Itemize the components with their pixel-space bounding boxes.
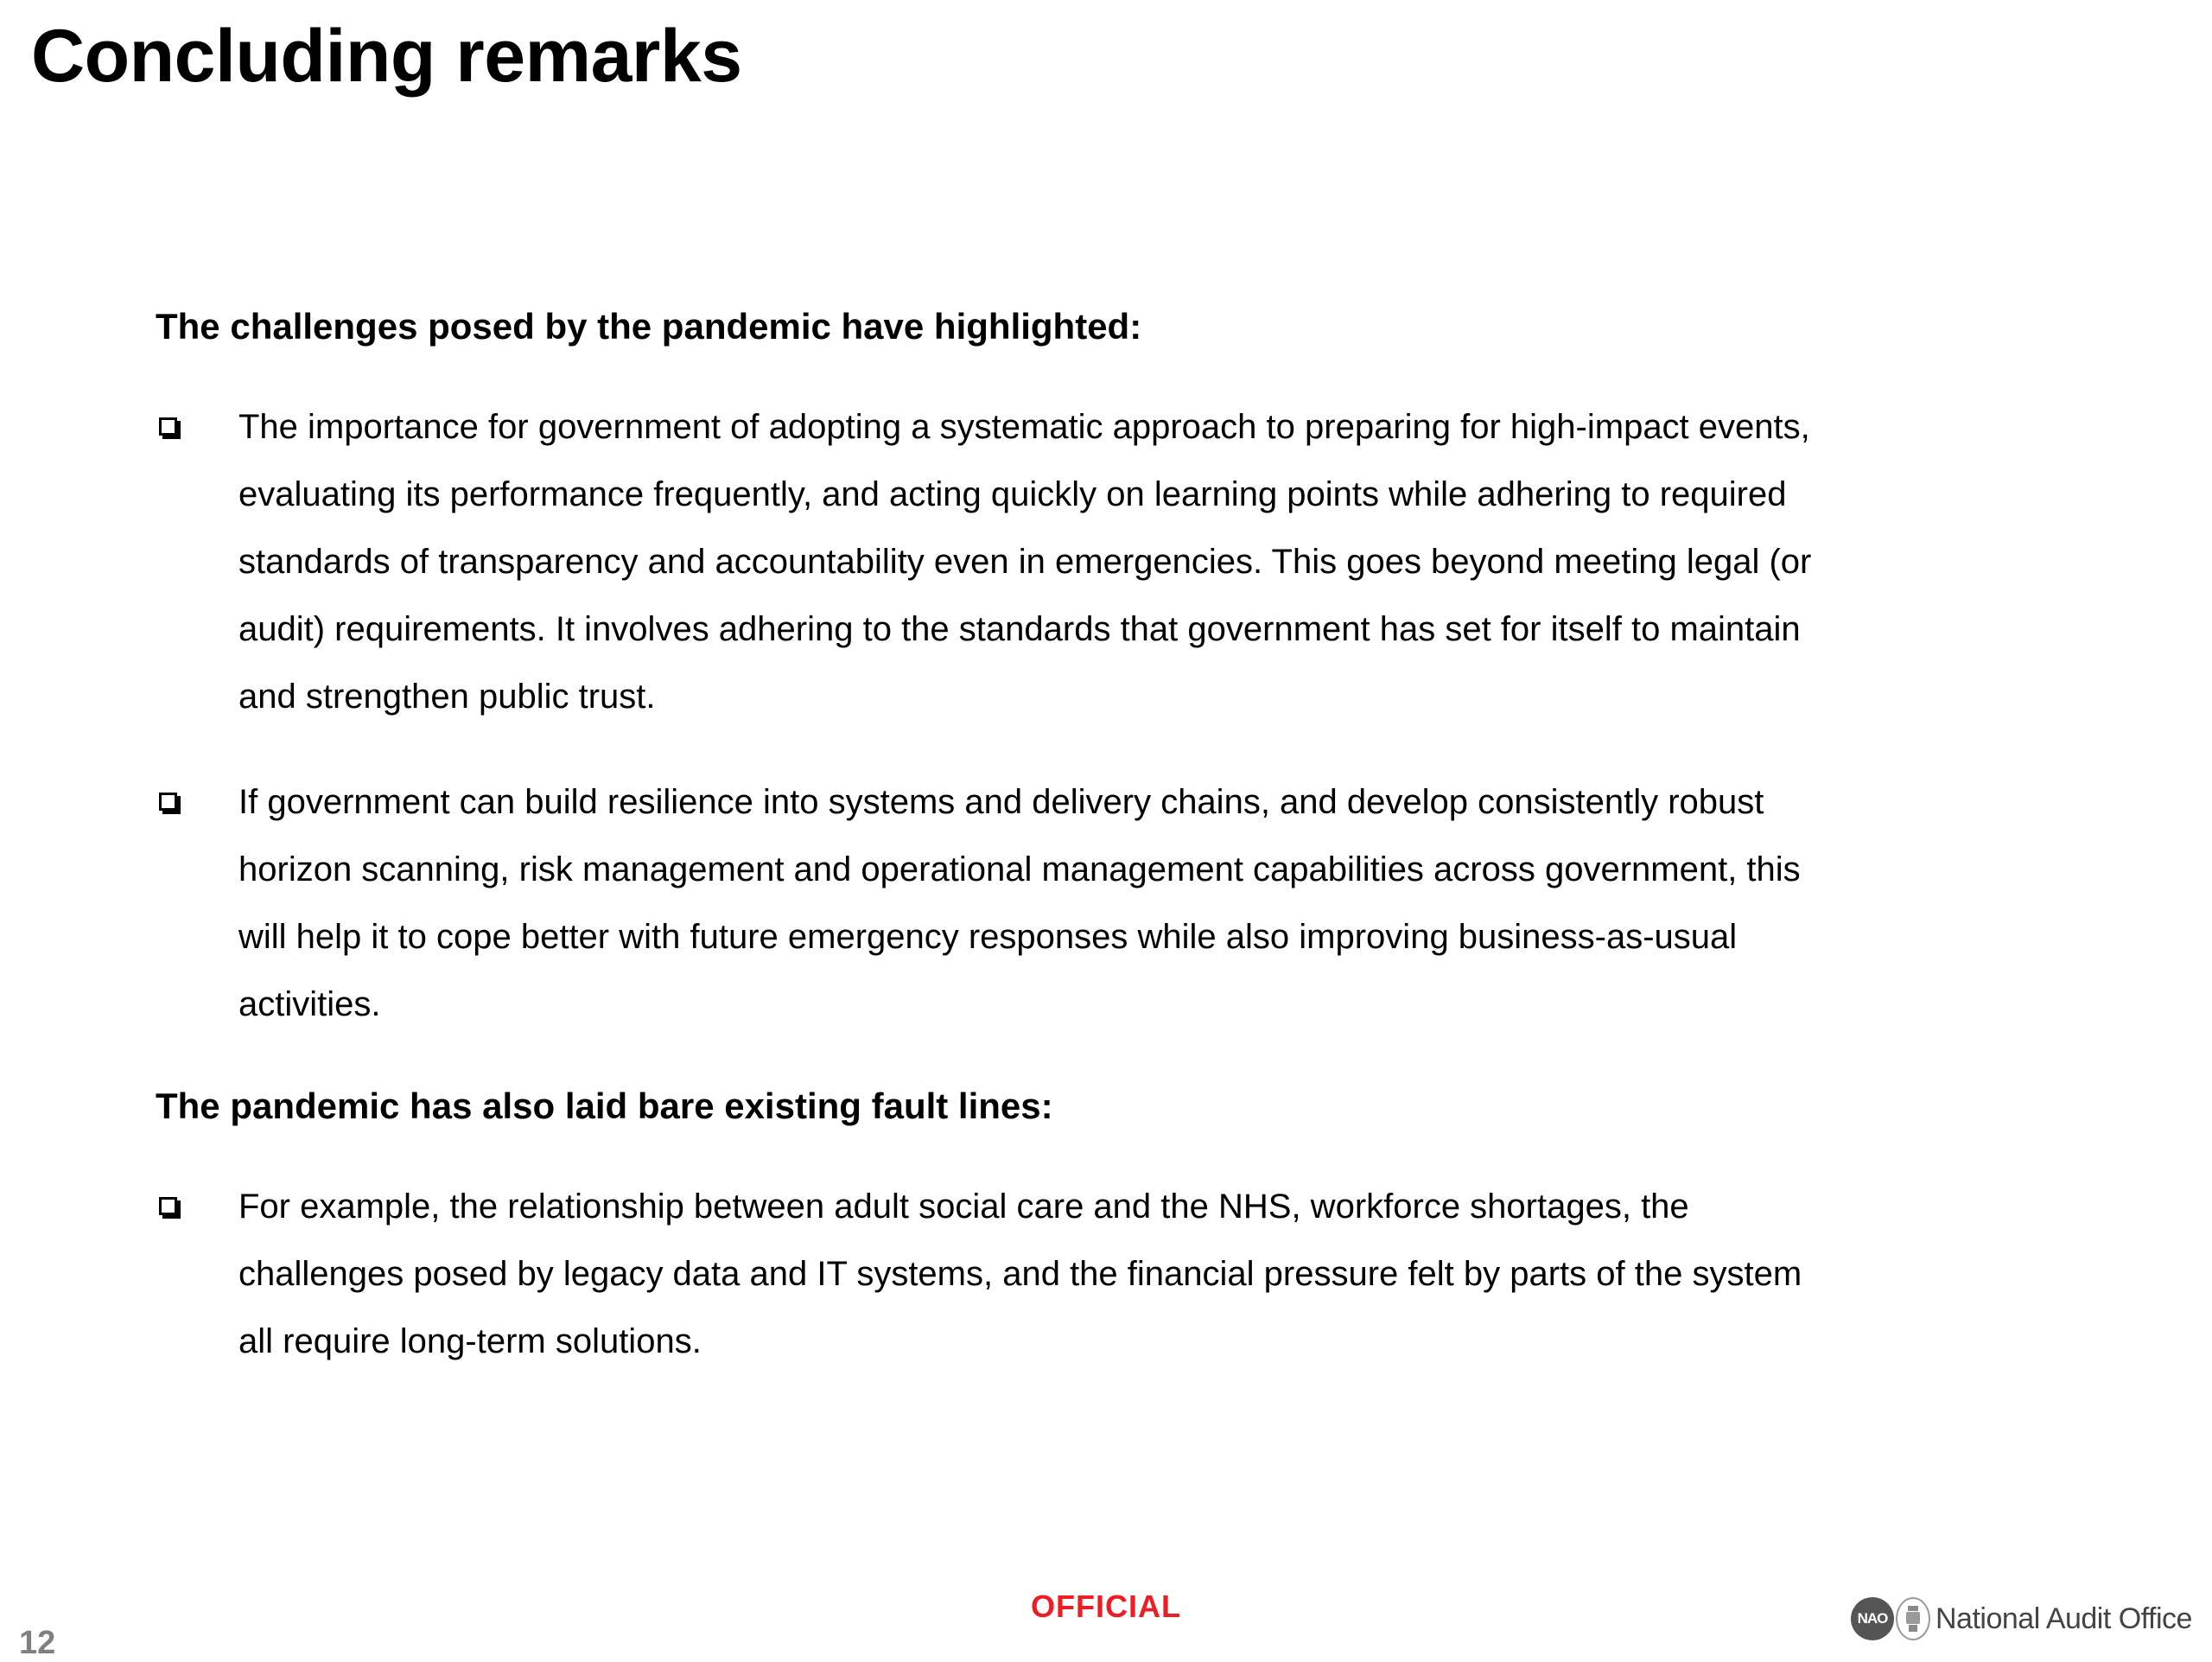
- nao-logo: [1851, 1597, 2192, 1640]
- square-checkbox-bullet-icon: [159, 793, 177, 811]
- slide-title: Concluding remarks: [31, 15, 742, 98]
- logo-text: National Audit Office: [1936, 1602, 2192, 1635]
- nao-badge: NAO: [1851, 1597, 1894, 1640]
- bullet-fault-lines-examples: For example, the relationship between adult social care and the NHS, workforce shortages, the challenges posed by legacy data and IT systems, and the financial pressure felt by parts of the system all require long-term solutions.: [156, 1173, 1953, 1375]
- section-heading-highlighted: The challenges posed by the pandemic have highlighted:: [156, 306, 1142, 347]
- page-number: 12: [19, 1625, 56, 1661]
- section-heading-fault-lines: The pandemic has also laid bare existing fault lines:: [156, 1086, 1053, 1126]
- bullet-systematic-approach: The importance for government of adopting a systematic approach to preparing for high-impact events, evaluating its performance frequently, and acting quickly on learning points while adhering to required standards of transparency and accountability even in emergencies. This goes beyond meeting legal (or audit) requirements. It involves adhering to the standards that government has set for itself to maintain and strengthen public trust.: [156, 393, 1953, 730]
- square-checkbox-bullet-icon: [159, 1197, 177, 1215]
- classification-label: OFFICIAL: [1031, 1589, 1181, 1624]
- square-checkbox-bullet-icon: [159, 417, 177, 436]
- slide-content: [156, 296, 1953, 1375]
- crest-icon: [1896, 1597, 1930, 1640]
- bullet-resilience: If government can build resilience into systems and delivery chains, and develop consistently robust horizon scanning, risk management and operational management capabilities across government, this will help it to cope better with future emergency responses while also improving business-as-usual activities.: [156, 768, 1953, 1038]
